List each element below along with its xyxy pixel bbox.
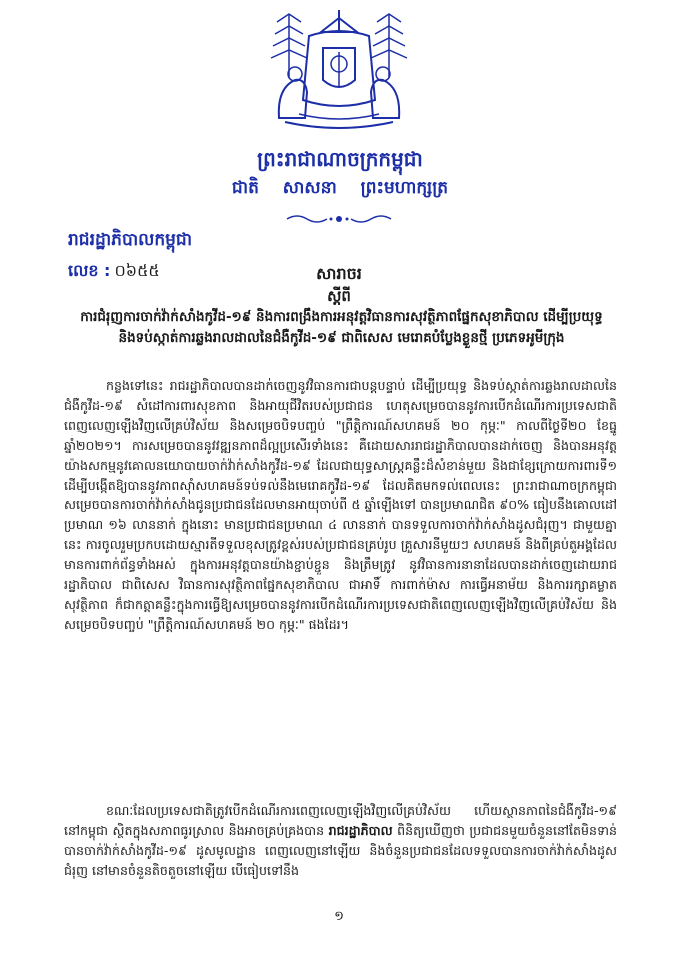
body-paragraph-2: [64, 801, 617, 881]
body-paragraph-1-text: កន្លងទៅនេះ រាជរដ្ឋាភិបាលបានដាក់ចេញនូវវិធានការជាបន្តបន្ទាប់ ដើម្បីប្រយុទ្ធ និងទប់ស្កាត់ការឆ្លងរាលដាលនៃជំងឺកូវីដ-១៩ សំដៅការពារសុខភាព និងអាយុជីវិតរបស់ប្រជាជន ហេតុសម្រេចបាននូវការបើកដំណើរការប្រទេសជាតិពេញលេញឡើងវិញលើគ្រប់វិស័យ និងសម្រេចបិទបញ្ចប់ "ព្រឹត្តិការណ៍សហគមន៍ ២០ កុម្ភៈ" កាលពីថ្ងៃទី២០ ខែធ្នូ ឆ្នាំ២០២១។ ការសម្រេចបាននូវវឌ្ឍនភាពដ៏ល្អប្រសើរទាំងនេះ គឺដោយសាររាជរដ្ឋាភិបាលបានដាក់ចេញ និងបានអនុវត្តយ៉ាងសកម្មនូវគោលនយោបាយចាក់វ៉ាក់សាំងកូវីដ-១៩ ដែលជាយុទ្ធសាស្ត្រគន្លឹះដ៏សំខាន់មួយ និងជាខ្សែក្រោយការពារទី១ ដើម្បីបង្កើតឱ្យបាននូវភាពស៊ាំសហគមន៍ទប់ទល់នឹងមេរោគកូវីដ-១៩ ដែលគិតមកទល់ពេលនេះ ព្រះរាជាណាចក្រកម្ពុជាសម្រេចបានការចាក់វ៉ាក់សាំងជូនប្រជាជនដែលមានអាយុចាប់ពី ៥ ឆ្នាំឡើងទៅ បានប្រមាណជិត ៩០% ធៀបនឹងគោលដៅប្រមាណ ១៦ លាននាក់ ក្នុងនោះ មានប្រជាជនប្រមាណ ៤ លាននាក់ បានទទួលការចាក់វ៉ាក់សាំងដូសជំរុញ។ ជាមួយគ្នានេះ ការចូលរួមប្រកបដោយស្មារតីទទួលខុសត្រូវខ្ពស់របស់ប្រជាជនគ្រប់រូប គ្រួសារនីមួយៗ សហគមន៍ និងពីគ្រប់តួអង្គដែលមានការពាក់ព័ន្ធទាំងអស់ ក្នុងការអនុវត្តបានយ៉ាងខ្ជាប់ខ្ជួន និងត្រឹមត្រូវ នូវវិធានការនានាដែលបានដាក់ចេញដោយរាជរដ្ឋាភិបាល ជាពិសេស វិធានការសុវត្ថិភាពផ្នែកសុខាភិបាល ជាអាទិ៍ ការពាក់ម៉ាស ការធ្វើអនាម័យ និងការរក្សាគម្លាតសុវត្ថិភាព ក៏ជាកត្តាគន្លឹះក្នុងការធ្វើឱ្យសម្រេចបាននូវការបើកដំណើរការប្រទេសជាតិពេញលេញឡើងវិញលើគ្រប់វិស័យ និងសម្រេចបិទបញ្ចប់ "ព្រឹត្តិការណ៍សហគមន៍ ២០ កុម្ភៈ" ផងដែរ។: [64, 378, 617, 632]
document-number-value: ០៦៥៥: [114, 261, 160, 280]
document-number-label: លេខ :: [68, 261, 111, 280]
document-type: សារាចរ: [316, 264, 362, 283]
ornament-divider-icon: [283, 212, 395, 226]
document-about: ស្តីពី: [327, 287, 351, 305]
body-paragraph-2-text-a: ខណៈដែលប្រទេសជាតិត្រូវបើកដំណើរការពេញលេញឡើងវិញលើគ្រប់វិស័យ ហើយស្ថានភាពនៃជំងឺកូវីដ-១៩ នៅកម្ពុជា ស្ថិតក្នុងសភាពធូរស្រាល និងអាចគ្រប់គ្រងបាន: [64, 803, 617, 838]
government-name: រាជរដ្ឋាភិបាលកម្ពុជា: [68, 230, 193, 250]
kingdom-title: ព្រះរាជាណាចក្រកម្ពុជា: [257, 147, 423, 171]
royal-coat-of-arms-emblem: [259, 8, 419, 136]
national-motto: ជាតិ សាសនា ព្រះមហាក្សត្រ: [231, 178, 449, 198]
body-paragraph-2-text-b: ពិនិត្យឃើញថា ប្រជាជនមួយចំនួននៅតែមិនទាន់បានចាក់វ៉ាក់សាំងកូវីដ-១៩ ដូសមូលដ្ឋាន ពេញលេញនៅឡើយ និងចំនួនប្រជាជនដែលទទួលបានការចាក់វ៉ាក់សាំងដូសជំរុញ នៅមានចំនួនតិចតួចនៅឡើយ បើធៀបទៅនឹង: [64, 822, 617, 878]
body-paragraph-2-bold: រាជរដ្ឋាភិបាល: [328, 822, 393, 838]
document-title: ការជំរុញការចាក់វ៉ាក់សាំងកូវីដ-១៩ និងការពង្រឹងការអនុវត្តវិធានការសុវត្ថិភាពផ្នែកសុខាភិបាល ដើម្បីប្រយុទ្ធនិងទប់ស្កាត់ការឆ្លងរាលដាលនៃជំងឺកូវីដ-១៩ ជាពិសេស មេរោគបំប្លែងខ្លួនថ្មី ប្រភេទអូមីក្រុង: [80, 309, 603, 346]
kingdom-header: [190, 146, 490, 200]
page-number: ១: [334, 909, 344, 924]
body-paragraph-1: [64, 376, 617, 635]
